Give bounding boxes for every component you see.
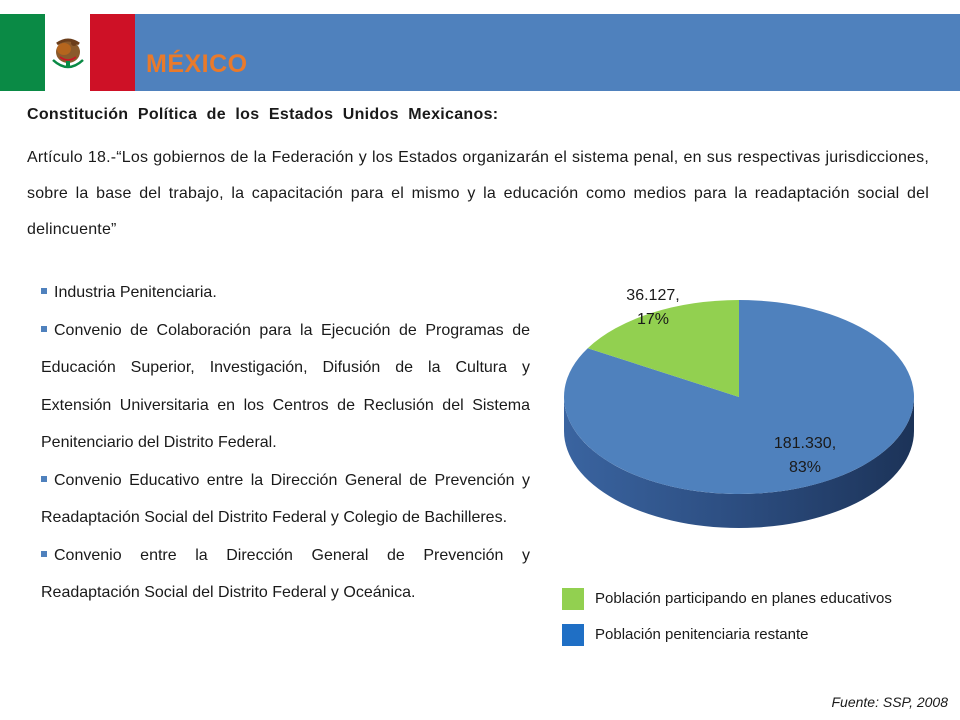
legend-item bbox=[562, 587, 892, 610]
list-item: Convenio Educativo entre la Dirección General de Prevención y Readaptación Social del Distrito Federal y Colegio de Bachilleres. bbox=[41, 471, 530, 526]
data-label-restante bbox=[760, 432, 850, 480]
legend-swatch-blue bbox=[562, 624, 584, 646]
legend-swatch-green bbox=[562, 588, 584, 610]
coat-of-arms-icon bbox=[47, 30, 89, 74]
list-item: Convenio de Colaboración para la Ejecución de Programas de Educación Superior, Investigación, Difusión de la Cultura y Extensión Universitaria en los Centros de Reclusión del Sistema Penitenciario del Distrito Federal. bbox=[41, 321, 530, 451]
list-item: Industria Penitenciaria. bbox=[33, 274, 530, 312]
legend-item bbox=[562, 623, 892, 646]
flag-white-stripe bbox=[45, 14, 90, 91]
data-label-educativos-percent: 17% bbox=[636, 311, 670, 328]
page-title: MÉXICO bbox=[146, 50, 248, 78]
data-label-educativos bbox=[608, 284, 698, 332]
agreements-list bbox=[33, 274, 530, 612]
flag-red-stripe bbox=[90, 14, 135, 91]
bullet-square-icon bbox=[41, 326, 47, 332]
list-item: Convenio entre la Dirección General de Prevención y Readaptación Social del Distrito Federal y Oceánica. bbox=[41, 546, 530, 601]
data-label-educativos-value: 36.127, bbox=[626, 287, 680, 304]
bullet-square-icon bbox=[41, 551, 47, 557]
bullet-square-icon bbox=[41, 476, 47, 482]
source-note: Fuente: SSP, 2008 bbox=[831, 694, 948, 710]
legend-label: Población participando en planes educativos bbox=[595, 590, 892, 607]
chart-legend bbox=[562, 587, 892, 659]
legend-label: Población penitenciaria restante bbox=[595, 626, 809, 643]
mexico-flag-icon bbox=[0, 14, 135, 91]
constitution-heading: Constitución Política de los Estados Unidos Mexicanos: bbox=[27, 106, 499, 123]
data-label-restante-value: 181.330, bbox=[773, 435, 837, 452]
article-18-text: Artículo 18.-“Los gobiernos de la Federación y los Estados organizarán el sistema penal, en sus respectivas jurisdicciones, sobre la base del trabajo, la capacitación para el mismo y la educación como medios para la readaptación social del delincuente” bbox=[27, 149, 929, 238]
flag-green-stripe bbox=[0, 14, 45, 91]
header-band bbox=[0, 14, 960, 91]
data-label-restante-percent: 83% bbox=[788, 459, 822, 476]
bullet-square-icon bbox=[41, 288, 47, 294]
